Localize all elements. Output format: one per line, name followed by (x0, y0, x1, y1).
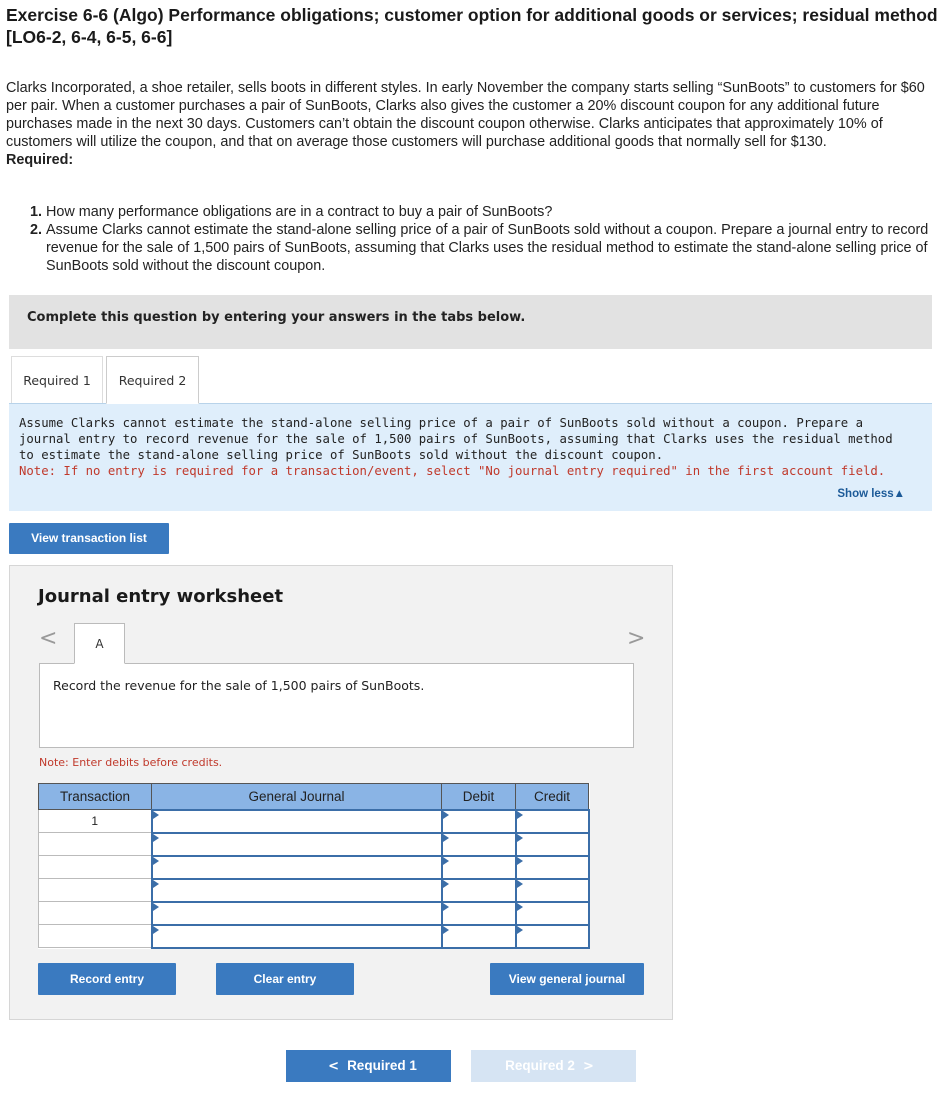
table-row (39, 833, 589, 856)
credit-input[interactable] (516, 833, 589, 856)
question-item (30, 203, 946, 221)
required-note: Note: If no entry is required for a transaction/event, select "No journal entry required" in the first account field. (19, 464, 886, 478)
transaction-cell (39, 925, 152, 948)
debit-input[interactable] (442, 810, 516, 833)
account-input[interactable] (152, 879, 442, 902)
credit-input[interactable] (516, 925, 589, 948)
problem-text: Clarks Incorporated, a shoe retailer, sells boots in different styles. In early November the company starts selling “SunBoots” to customers for $60 per pair. When a customer purchases a pair of SunBoots, Clarks also gives the customer a 20% discount coupon for any additional future purchases made in the next 30 days. Customers can’t obtain the discount coupon otherwise. Clarks anticipates that approximately 10% of customers will utilize the coupon, and that on average those customers will purchase additional goods that normally sell for $130. (6, 80, 925, 150)
view-transaction-list-button[interactable]: View transaction list (9, 523, 169, 554)
instructions-banner (9, 295, 932, 349)
journal-table-header (39, 784, 589, 810)
debit-input[interactable] (442, 902, 516, 925)
credit-input[interactable] (516, 879, 589, 902)
table-row (39, 856, 589, 879)
instructions-banner-text: Complete this question by entering your answers in the tabs below. (27, 310, 526, 325)
question-item (30, 221, 946, 275)
problem-statement (6, 79, 944, 169)
transaction-cell: 1 (39, 810, 152, 833)
debit-input[interactable] (442, 925, 516, 948)
table-row (39, 810, 589, 833)
worksheet-title: Journal entry worksheet (38, 586, 284, 607)
previous-required-label: Required 1 (347, 1058, 417, 1073)
debit-input[interactable] (442, 856, 516, 879)
header-debit: Debit (442, 784, 516, 810)
debit-input[interactable] (442, 879, 516, 902)
required-panel (9, 403, 932, 511)
worksheet-note: Note: Enter debits before credits. (39, 756, 223, 769)
table-row (39, 902, 589, 925)
tab-required-2[interactable]: Required 2 (106, 356, 199, 404)
transaction-cell (39, 902, 152, 925)
account-input[interactable] (152, 833, 442, 856)
header-credit: Credit (516, 784, 589, 810)
entry-description: Record the revenue for the sale of 1,500 pairs of SunBoots. (53, 678, 425, 693)
journal-table (38, 783, 590, 949)
account-input[interactable] (152, 902, 442, 925)
next-required-label: Required 2 (505, 1058, 575, 1073)
entry-tab-a[interactable]: A (74, 623, 125, 664)
chevron-right-icon: > (582, 1059, 594, 1074)
debit-input[interactable] (442, 833, 516, 856)
header-general-journal: General Journal (152, 784, 442, 810)
chevron-right-icon[interactable]: > (627, 626, 646, 651)
chevron-left-icon: < (328, 1059, 340, 1074)
next-required-button[interactable] (471, 1050, 636, 1082)
credit-input[interactable] (516, 810, 589, 833)
show-less-link[interactable]: Show less▲ (837, 488, 905, 500)
previous-required-button[interactable] (286, 1050, 451, 1082)
chevron-left-icon[interactable]: < (39, 626, 58, 651)
credit-input[interactable] (516, 856, 589, 879)
required-instruction: Assume Clarks cannot estimate the stand-alone selling price of a pair of SunBoots sold without a coupon. Prepare a journal entry to record revenue for the sale of 1,500 pairs of SunBoots, assuming that Clarks uses the residual method to estimate the stand-alone selling price of SunBoots sold without the discount coupon. (19, 416, 893, 462)
entry-description-box (39, 663, 634, 748)
required-label: Required: (6, 152, 74, 168)
record-entry-button[interactable]: Record entry (38, 963, 176, 995)
transaction-cell (39, 879, 152, 902)
question-number: 2. (30, 222, 43, 238)
exercise-title: Exercise 6-6 (Algo) Performance obligations; customer option for additional goods or services; residual method [LO6-2, 6-4, 6-5, 6-6] (6, 5, 938, 47)
question-text: How many performance obligations are in a contract to buy a pair of SunBoots? (46, 204, 553, 220)
tab-required-1[interactable]: Required 1 (11, 356, 103, 404)
question-number: 1. (30, 204, 43, 220)
question-text: Assume Clarks cannot estimate the stand-alone selling price of a pair of SunBoots sold without a coupon. Prepare a journal entry to record revenue for the sale of 1,500 pairs of SunBoots, assuming that Clarks uses the residual method to estimate the stand-alone selling price of SunBoots sold without the discount coupon. (46, 222, 929, 274)
view-general-journal-button[interactable]: View general journal (490, 963, 644, 995)
credit-input[interactable] (516, 902, 589, 925)
transaction-cell (39, 833, 152, 856)
question-list (30, 203, 946, 275)
table-row (39, 925, 589, 948)
header-transaction: Transaction (39, 784, 152, 810)
account-input[interactable] (152, 925, 442, 948)
table-row (39, 879, 589, 902)
transaction-cell (39, 856, 152, 879)
account-input[interactable] (152, 856, 442, 879)
account-input[interactable] (152, 810, 442, 833)
journal-entry-worksheet (9, 565, 673, 1020)
clear-entry-button[interactable]: Clear entry (216, 963, 354, 995)
